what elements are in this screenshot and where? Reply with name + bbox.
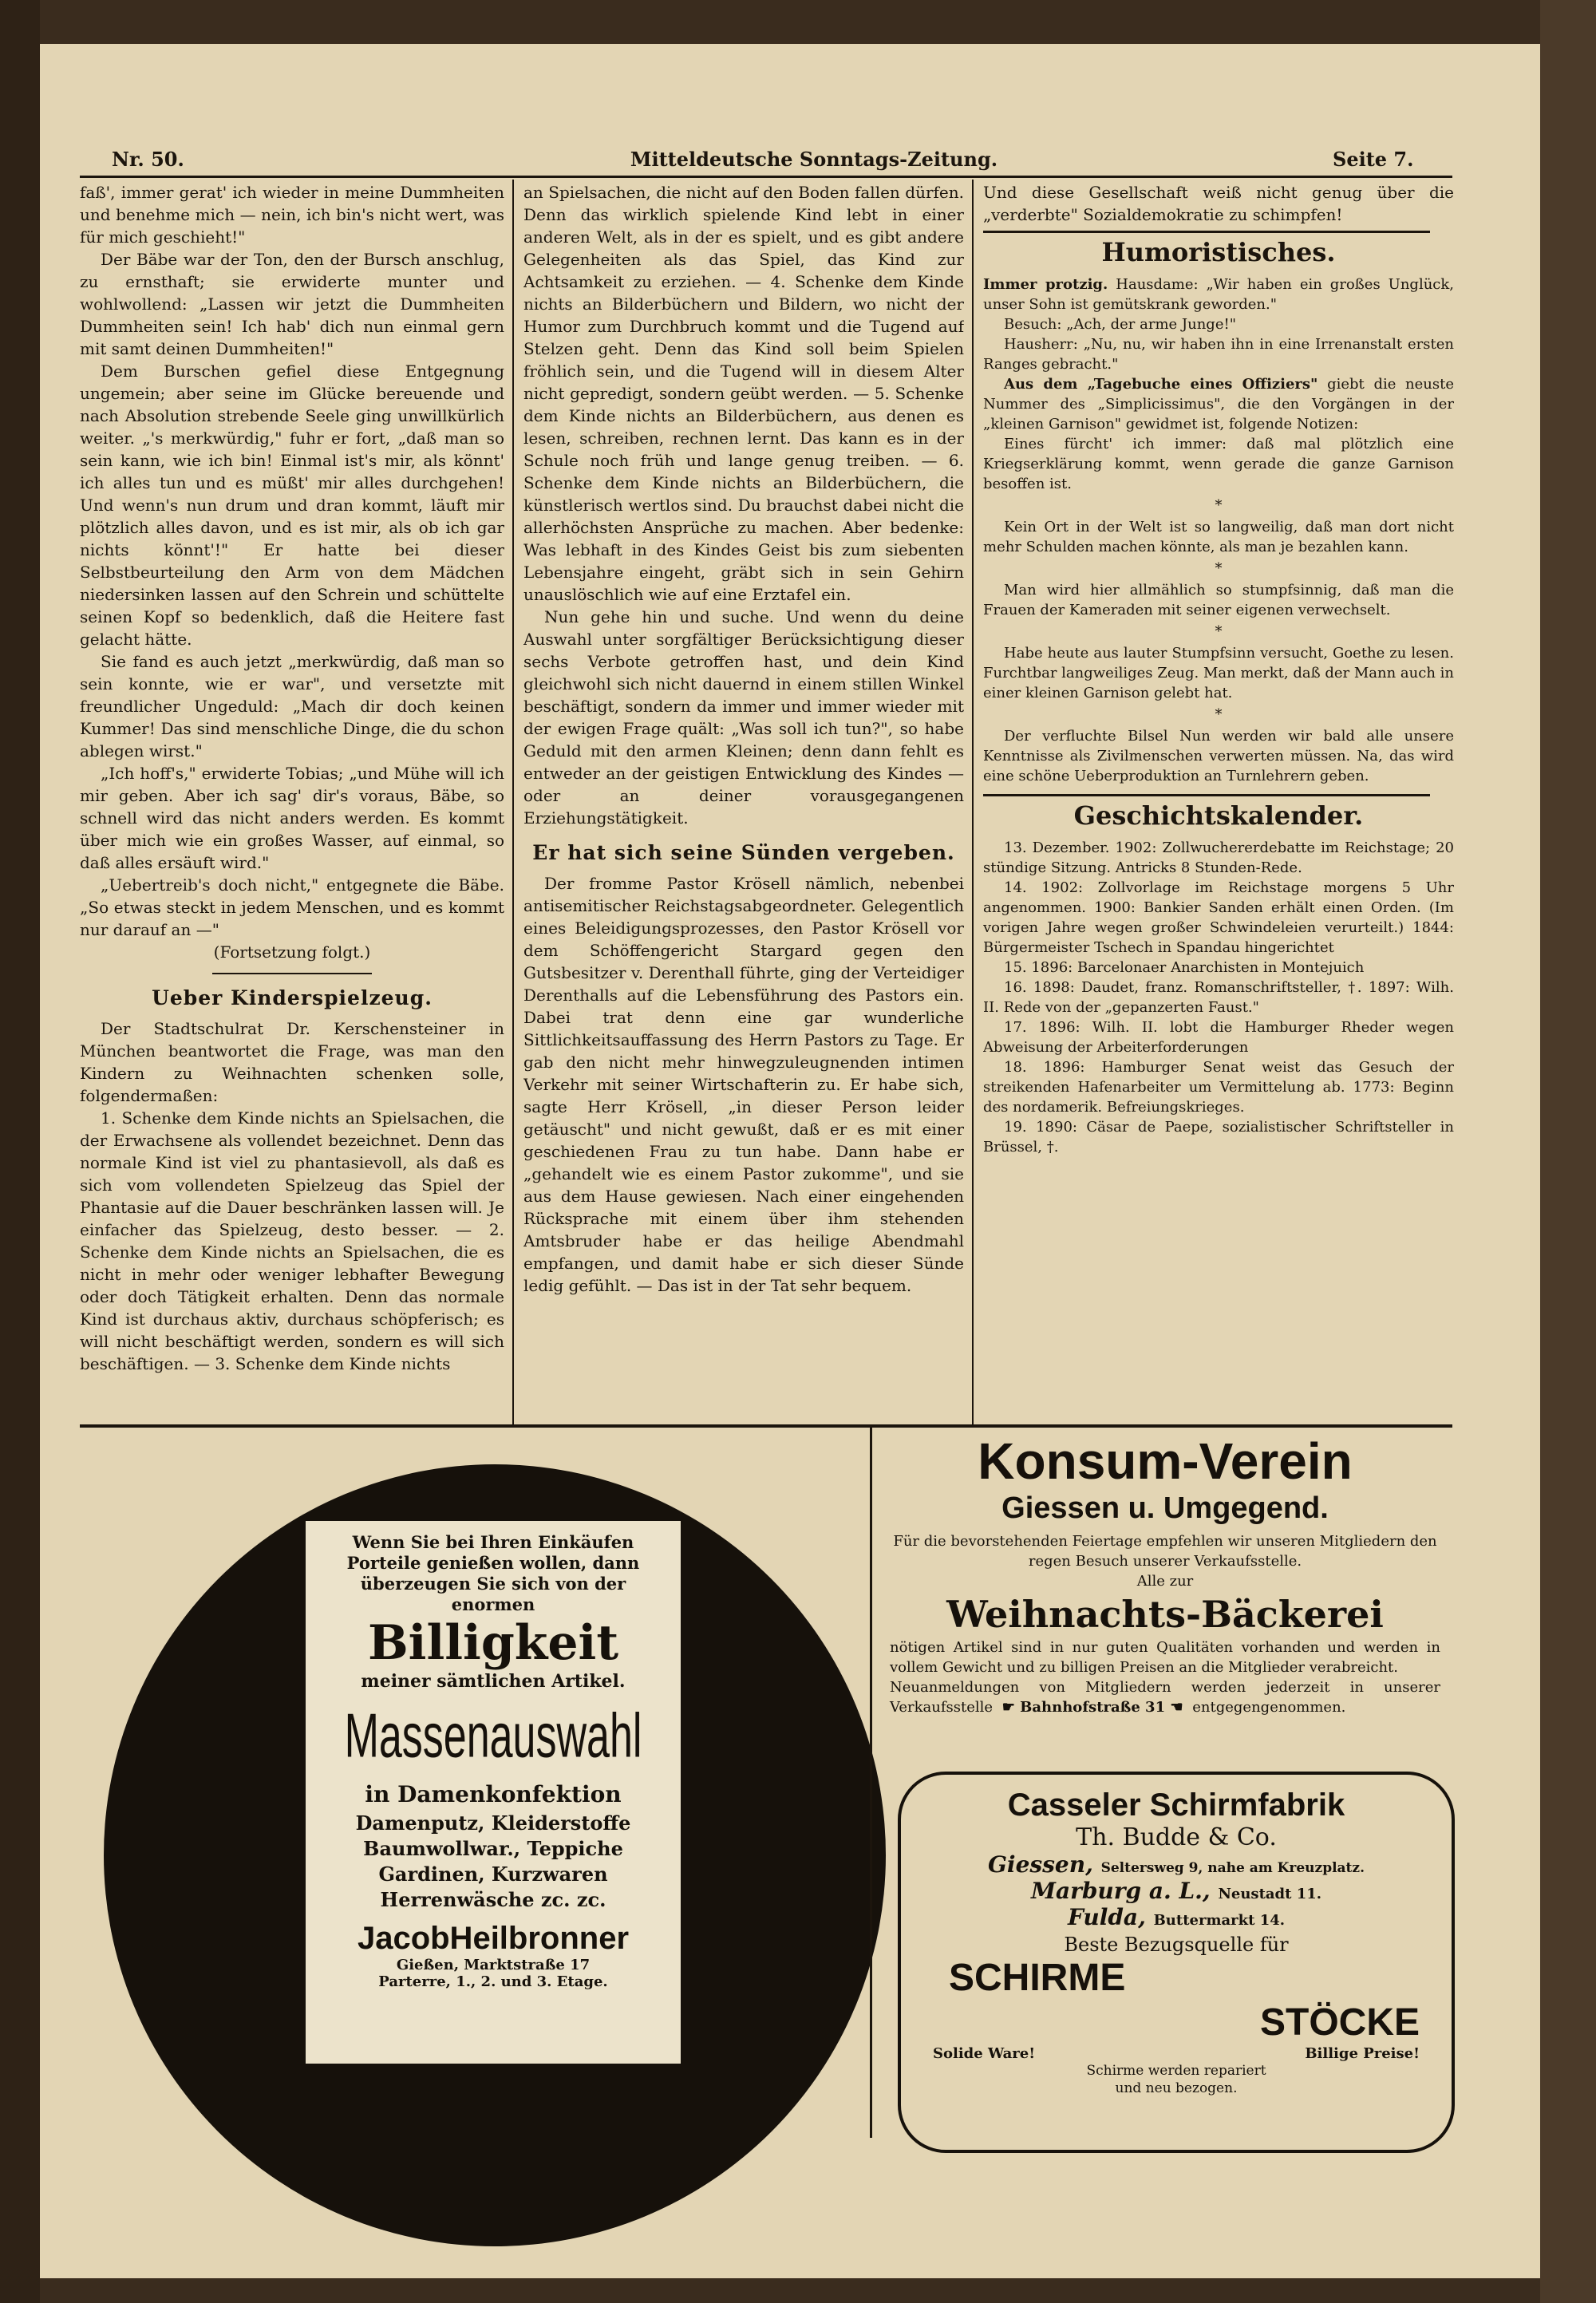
immer-heading: Immer protzig. [983,276,1108,293]
ad-section-rule [80,1424,1452,1428]
column-3 [983,181,1454,1423]
star-separator: * [1215,497,1223,514]
schirm-stoecke: STÖCKE [1259,2001,1420,2044]
toy-paragraph: an Spielsachen, die nicht auf den Boden fallen dürfen. Denn das wirklich spielende Kind lebt in einer anderen Welt, als in der es spielt, und es gibt andere Gelegenheiten als das Spiel, das Kind zur Achtsamkeit zu erziehen. — 4. Schenke dem Kinde nichts an Bilderbüchern und Bildern, wo nicht der Humor zum Durchbruch kommt und die Tugend auf Stelzen geht. Denn das Kind soll beim Spielen fröhlich sein, und die Tugend will in diesem Alter nicht gepredigt, sondern geübt werden. — 5. Schenke dem Kinde nichts an Bilderbüchern, aus denen es lesen, schreiben, rechnen lernt. Das kann es in der Schule noch früh und lange genug treiben. — 6. Schenke dem Kinde nichts an Bilderbüchern, die künstlerisch wertlos sind. Du brauchst dabei nicht die allerhöchsten Ansprüche zu machen. Aber bedenke: Was lebhaft in des Kindes Geist bis zum siebenten Lebensjahre eingeht, gräbt sich in sein Gehirn unauslöschlich wie auf eine Erztafel ein. [523,183,964,604]
ad-line: in Damenkonfektion [365,1781,622,1807]
konsum-text: entgegengenommen. [1192,1699,1346,1716]
schirm-location: Fulda, [1067,1904,1146,1930]
schirm-schirme: SCHIRME [949,1957,1126,1999]
konsum-text: nötigen Artikel sind in nur guten Qualitäten vorhanden und werden in vollem Gewicht und zu billigen Preisen an die Mitglieder verabreicht. [890,1639,1440,1676]
diary-entry: Man wird hier allmählich so stumpfsinnig, daß man die Frauen der Kameraden mit seiner eigenen verwechselt. [983,582,1454,618]
diary-intro: giebt die neuste Nummer des „Simplicissimus", die den Vorgängen in der „kleinen Garnison" gewidmet ist, folgende Notizen: [983,376,1454,433]
schirm-firm: Th. Budde & Co. [1076,1823,1277,1851]
left-binding-strip [0,0,40,2303]
ad-items: Damenputz, Kleiderstoffe Baumwollwar., Teppiche Gardinen, Kurzwaren Herrenwäsche zc. zc. [355,1811,631,1911]
page-number: Seite 7. [1333,148,1414,171]
ad-address: Gießen, Marktstraße 17 [396,1957,591,1973]
sin-heading: Er hat sich seine Sünden vergeben. [532,841,955,864]
column-divider-2 [972,180,974,1424]
calendar-entry: 15. 1896: Barcelonaer Anarchisten in Montejuich [1004,959,1365,976]
ad-column-divider [870,1428,872,2138]
issue-number: Nr. 50. [112,148,184,171]
schirm-location: Marburg a. L., [1030,1878,1211,1904]
calendar-entry: 14. 1902: Zollvorlage im Reichstage morgens 5 Uhr angenommen. 1900: Bankier Sanden erhält einen Orden. (Im vorigen Jahre wegen großer Schwindeleien verurteilt.) 1844: Bürgermeister Tschech in Spandau hingerichtet [983,879,1454,956]
section-rule [983,231,1430,233]
schirm-repair: Schirme werden repariert und neu bezogen. [1086,2063,1266,2096]
konsum-text: Neuanmeldungen von Mitgliedern werden jederzeit in unserer Verkaufsstelle [890,1679,1440,1716]
konsum-street: Bahnhofstraße 31 [1020,1699,1166,1716]
toy-heading: Ueber Kinderspielzeug. [152,986,433,1009]
calendar-entry: 13. Dezember. 1902: Zollwuchererdebatte im Reichstage; 20 stündige Sitzung. Antricks 8 Stunden-Rede. [983,839,1454,876]
konsum-alle: Alle zur [1136,1573,1194,1590]
calendar-entry: 19. 1890: Cäsar de Paepe, sozialistischer Schriftsteller in Brüssel, †. [983,1119,1454,1155]
schirm-ware: Solide Ware! [933,2045,1036,2062]
joke-line: Besuch: „Ach, der arme Junge!" [1004,316,1236,333]
story-paragraph: „Ich hoff's," erwiderte Tobias; „und Mühe will ich mir geben. Aber ich sag' dir's voraus, Bäbe, so schnell wird das nicht anders werden. Es kommt über mich wie ein großes Wasser, auf einmal, so daß alles ersäuft wird." [80,764,504,872]
diary-entry: Habe heute aus lauter Stumpfsinn versucht, Goethe zu lesen. Furchtbar langweiliges Zeug. Man merkt, daß der Mann auch in einer kleinen Garnison gelebt hat. [983,645,1454,701]
sin-paragraph: Der fromme Pastor Krösell nämlich, nebenbei antisemitischer Reichstagsabgeordneter. Gelegentlich eines Beleidigungsprozesses, den Pastor Krösell vor dem Schöffengericht Stargard gegen den Gutsbesitzer v. Derenthall führte, ging der Verteidiger Derenthalls auf die Lebensführung des Pastors ein. Dabei trat denn eine gar wunderliche Sittlichkeitsauffassung des Herrn Pastors zu Tage. Er gab den nicht mehr hinwegzuleugnenden intimen Verkehr mit seiner Wirtschafterin zu. Er habe sich, sagte Herr Krösell, „in dieser Person leider getäuscht" und nicht gewußt, daß er es mit einer geschiedenen Frau zu tun habe. Dann habe er „gehandelt wie es einem Pastor zukomme", und sie aus dem Hause gewiesen. Nach einer eingehenden Rücksprache mit einem über ihm stehenden Amtsbruder habe er das heilige Abendmahl empfangen, und damit habe er sich dieser Sünde ledig gefühlt. — Das ist in der Tat sehr bequem. [523,874,964,1295]
column-1 [80,181,504,1423]
konsum-text: Für die bevorstehenden Feiertage empfehlen wir unseren Mitgliedern den regen Besuch unserer Verkaufsstelle. [893,1533,1437,1570]
newspaper-page [40,44,1540,2278]
toy-paragraph: Nun gehe hin und suche. Und wenn du deine Auswahl unter sorgfältiger Berücksichtigung dieser sechs Verbote getroffen hast, und dein Kind gleichwohl sich nicht dauernd in einem stillen Winkel beschäftigt, sondern da immer und immer wieder mit der ewigen Frage quält: „Was soll ich tun?", so habe Geduld mit den armen Kleinen; denn dann fehlt es entweder an der geistigen Entwicklung des Kindes — oder an deiner vorausgegangenen Erziehungstätigkeit. [523,607,964,828]
konsum-subtitle: Giessen u. Umgegend. [1001,1491,1329,1525]
schirm-source: Beste Bezugsquelle für [1064,1934,1289,1956]
ad-floors: Parterre, 1., 2. und 3. Etage. [378,1973,608,1990]
story-paragraph: Dem Burschen gefiel diese Entgegnung ungemein; aber seine im Glücke bereuende und nach Absolution strebende Seele ging unwillkürlich weiter. „'s merkwürdig," fuhr er fort, „daß man so sein kann, wie ich bin! Einmal ist's mir, als könnt' ich alles tun und es müßt' mir alles durchgehen! Und wenn's nun drum und dran kommt, läuft mir plötzlich alles davon, und es ist mir, als ob ich gar nichts könnt'!" Er hatte bei dieser Selbstbeurteilung den Arm von dem Mädchen niedersinken lassen auf den Schrein und schüttelte seinen Kopf so bedenklich, daß die Heitere fast gelacht hätte. [80,361,504,649]
column-2 [523,181,964,1423]
humor-heading: Humoristisches. [1101,237,1336,267]
diary-heading: Aus dem „Tagebuche eines Offiziers" [1004,376,1318,393]
calendar-entry: 17. 1896: Wilh. II. lobt die Hamburger Rheder wegen Abweisung der Arbeiterforderungen [983,1019,1454,1056]
calendar-heading: Geschichtskalender. [1073,800,1364,831]
joke-line: Hausdame: „Wir haben ein großes Unglück, unser Sohn ist gemütskrank geworden." [983,276,1454,313]
section-rule [983,794,1430,796]
story-paragraph: Sie fand es auch jetzt „merkwürdig, daß man so sein konnte, wie er war", und versetzte mit freundlicher Ungeduld: „Mach dir doch keinen Kummer! Das sind menschliche Dinge, die du schon ablegen wirst." [80,652,504,760]
column-divider-1 [512,180,514,1424]
header-rule [80,176,1452,178]
diary-entry: Eines fürcht' ich immer: daß mal plötzlich eine Kriegserklärung kommt, wenn gerade die ganze Garnison besoffen ist. [983,436,1454,492]
schirm-ad [898,1772,1455,2153]
story-paragraph: Der Bäbe war der Ton, den der Bursch anschlug, zu ernsthaft; sie erwiderte munter und wohlwollend: „Lassen wir jetzt die Dummheiten Dummheiten sein! Ich hab' dich nun einmal gern mit samt deinen Dummheiten!" [80,250,504,358]
joke-line: Hausherr: „Nu, nu, wir haben ihn in eine Irrenanstalt ersten Ranges gebracht." [983,336,1454,373]
diary-entry: Kein Ort in der Welt ist so langweilig, daß man dort nicht mehr Schulden machen könnte, als man je bezahlen kann. [983,519,1454,555]
calendar-entry: 18. 1896: Hamburger Senat weist das Gesuch der streikenden Hafenarbeiter um Vermittelung ab. 1773: Beginn des nordamerik. Befreiungskrieges. [983,1059,1454,1116]
toy-paragraph: Der Stadtschulrat Dr. Kerschensteiner in München beantwortet die Frage, was man den Kindern zu Weihnachten schenken solle, folgendermaßen: [80,1019,504,1105]
konsum-big: Weihnachts-Bäckerei [946,1593,1384,1636]
star-separator: * [1215,623,1223,640]
intro-paragraph: Und diese Gesellschaft weiß nicht genug über die „verderbte" Sozialdemokratie zu schimpfen! [983,183,1454,224]
star-separator: * [1215,560,1223,577]
schirm-title: Casseler Schirmfabrik [1007,1787,1345,1823]
schirm-location: Giessen, [988,1851,1093,1878]
ad-massenauswahl: Massenauswahl [344,1701,642,1772]
diary-entry: Der verfluchte Bilsel Nun werden wir bald alle unsere Kenntnisse als Zivilmenschen verwerten müssen. Na, das wird eine schöne Ueberproduktion an Turnlehrern geben. [983,728,1454,784]
toy-paragraph: 1. Schenke dem Kinde nichts an Spielsachen, die der Erwachsene als vollendet bezeichnet. Denn das normale Kind ist viel zu phantasievoll, als daß es sich vom vollendeten Spielzeug das Spiel der Phantasie auf die Dauer beschränken lassen will. Je einfacher das Spielzeug, desto besser. — 2. Schenke dem Kinde nichts an Spielsachen, die es nicht in mehr oder weniger lebhafter Bewegung oder doch Tätigkeit erhalten. Denn das normale Kind ist durchaus aktiv, durchaus schöpferisch; es will nicht beschäftigt werden, sondern es will sich beschäftigen. — 3. Schenke dem Kinde nichts [80,1108,504,1373]
ad-name: JacobHeilbronner [357,1921,630,1956]
right-page-edge [1540,0,1596,2303]
heilbronner-ad-card [303,1519,683,2066]
paper-title: Mitteldeutsche Sonntags-Zeitung. [630,148,998,171]
continued-note: (Fortsetzung folgt.) [213,942,371,962]
story-paragraph: faß', immer gerat' ich wieder in meine Dummheiten und benehme mich — nein, ich bin's nicht wert, was für mich geschieht!" [80,183,504,247]
ad-billigkeit: Billigkeit [367,1615,619,1671]
schirm-preise: Billige Preise! [1305,2045,1420,2062]
calendar-entry: 16. 1898: Daudet, franz. Romanschriftsteller, †. 1897: Wilh. II. Rede von der „gepanzerten Faust." [983,979,1454,1016]
schirm-address: Seltersweg 9, nahe am Kreuzplatz. [1100,1860,1365,1876]
ad-line: meiner sämtlichen Artikel. [361,1671,626,1692]
konsum-title: Konsum-Verein [978,1432,1353,1490]
star-separator: * [1215,706,1223,723]
section-rule [212,973,372,974]
ad-intro: Wenn Sie bei Ihren Einkäufen Porteile genießen wollen, dann überzeugen Sie sich von der enormen [346,1532,640,1614]
schirm-address: Neustadt 11. [1218,1886,1322,1902]
konsum-ad: Konsum-Verein Giessen u. Umgegend. Für die bevorstehenden Feiertage empfehlen wir unseren Mitgliedern den regen Besuch unserer Verkaufsstelle. Alle zur Weihnachts-Bäckerei nötigen Artikel sind in nur guten Qualitäten vorhanden und werden in vollem Gewicht und zu billigen Preisen an die Mitglieder verabreicht. Neuanmeldungen von Mitgliedern werden jederzeit in unserer Verkaufsstelle ☛ Bahnhofstraße 31 ☚ entgegengenommen. [874,1432,1456,1768]
schirm-address: Buttermarkt 14. [1153,1912,1286,1929]
story-paragraph: „Uebertreib's doch nicht," entgegnete die Bäbe. „So etwas steckt in jedem Menschen, und es kommt nur darauf an —" [80,875,504,939]
